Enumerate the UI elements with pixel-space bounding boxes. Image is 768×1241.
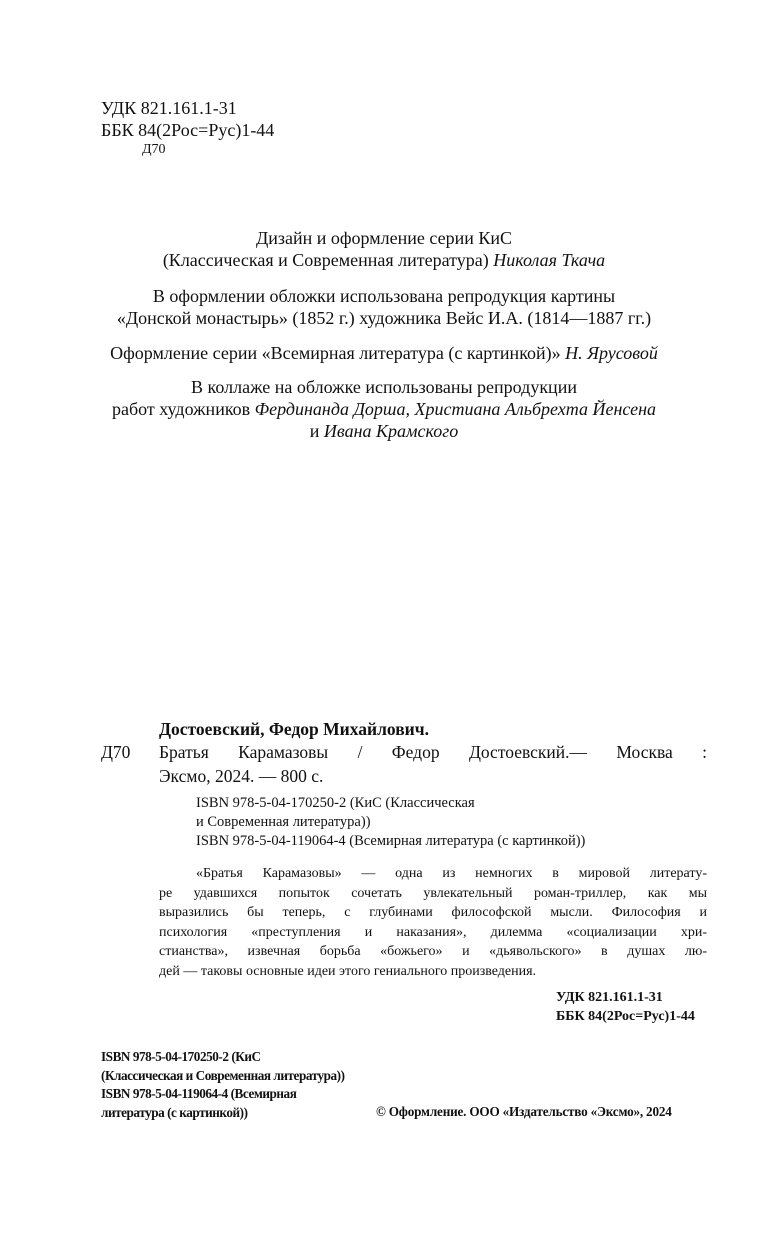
catalog-annotation <box>159 864 707 981</box>
design-credit-name: Николая Ткача <box>493 250 606 270</box>
top-bbk: ББК 84(2Рос=Рус)1-44 <box>101 120 275 140</box>
footer-isbn-line: ISBN 978-5-04-119064-4 (Всемирная <box>101 1086 297 1101</box>
footer-isbn-line: литература (с картинкой)) <box>101 1104 248 1120</box>
design-credit-line1: Дизайн и оформление серии КиС <box>255 228 513 248</box>
series-credit-label: Оформление серии «Всемирная литература (с картинкой)» <box>110 343 566 363</box>
collage-credit-line2 <box>0 398 768 420</box>
design-credit-series: (Классическая и Современная литература) <box>162 250 494 270</box>
annotation-line: «Братья Карамазовы» — одна из немногих в мировой литерату- <box>196 866 707 881</box>
footer-isbn-line: (Классическая и Современная литература)) <box>101 1067 345 1083</box>
collage-credit-prefix3: и <box>309 421 324 441</box>
catalog-isbn2: ISBN 978-5-04-119064-4 (Всемирная литература (с картинкой)) <box>196 833 586 849</box>
annotation-line: психология «преступления и наказания», дилемма «социализации хри- <box>159 924 707 940</box>
catalog-title-line2: Эксмо, 2024. — 800 с. <box>159 765 324 786</box>
footer-isbn-line: ISBN 978-5-04-170250-2 (КиС <box>101 1049 261 1064</box>
top-author-mark: Д70 <box>142 142 166 157</box>
catalog-bbk: ББК 84(2Рос=Рус)1-44 <box>556 1009 695 1024</box>
annotation-line: выразились бы теперь, с глубинами философской мысли. Философия и <box>159 905 707 920</box>
annotation-line: дей — таковы основные идеи этого гениального произведения. <box>159 963 537 979</box>
catalog-title-block <box>159 741 707 788</box>
catalog-author: Достоевский, Федор Михайлович. <box>159 719 430 739</box>
catalog-udk: УДК 821.161.1-31 <box>556 990 663 1005</box>
cover-credit-line1: В оформлении обложки использована репродукция картины <box>152 286 616 306</box>
series-credit-line <box>0 342 768 364</box>
design-credit-line2 <box>0 249 768 271</box>
footer-isbn-block <box>101 1048 345 1122</box>
top-udk: УДК 821.161.1-31 <box>101 98 237 118</box>
annotation-line: стианства», извечная борьба «божьего» и «дьявольского» в душах лю- <box>159 944 707 959</box>
footer-copyright: © Оформление. ООО «Издательство «Эксмо», 2024 <box>376 1104 672 1119</box>
collage-credit-prefix: работ художников <box>111 399 255 419</box>
cover-credit-line2: «Донской монастырь» (1852 г.) художника Вейс И.А. (1814—1887 гг.) <box>116 308 652 328</box>
catalog-mark: Д70 <box>101 742 131 762</box>
catalog-isbn1-line2: и Современная литература)) <box>196 814 371 830</box>
catalog-title-line1: Братья Карамазовы / Федор Достоевский.— Москва : <box>159 742 707 762</box>
collage-credit-line1: В коллаже на обложке использованы репродукции <box>191 377 577 397</box>
collage-credit-names: Фердинанда Дорша, Христиана Альбрехта Йенсена <box>254 399 657 419</box>
collage-credit-name3: Ивана Крамского <box>323 421 459 441</box>
series-credit-name: Н. Ярусовой <box>565 343 658 363</box>
catalog-isbn1-line1: ISBN 978-5-04-170250-2 (КиС (Классическая <box>196 795 475 811</box>
collage-credit-line3 <box>0 420 768 442</box>
annotation-line: ре удавшихся попыток сочетать увлекательный роман-триллер, как мы <box>159 885 707 901</box>
